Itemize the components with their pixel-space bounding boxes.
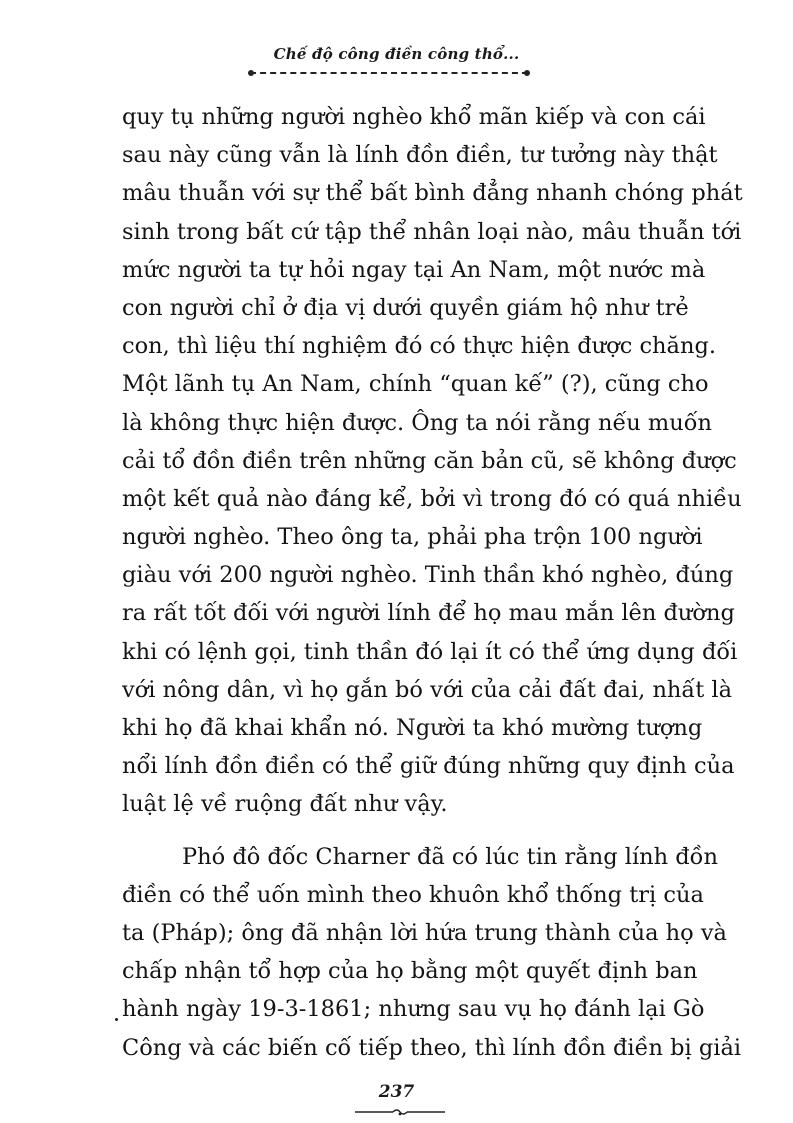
text-line: Một lãnh tụ An Nam, chính “quan kế” (?), cũng cho	[122, 371, 709, 398]
text-line: điền có thể uốn mình theo khuôn khổ thống trị của	[122, 881, 704, 908]
text-line: cải tổ đồn điền trên những căn bản cũ, sẽ không được	[122, 447, 737, 474]
text-line: chấp nhận tổ hợp của họ bằng một quyết định ban	[122, 958, 698, 985]
text-line: là không thực hiện được. Ông ta nói rằng nếu muốn	[122, 409, 713, 436]
text-line: một kết quả nào đáng kể, bởi vì trong đó có quá nhiều	[122, 485, 742, 512]
running-header	[0, 44, 793, 63]
running-title: Chế độ công điền công thổ...	[273, 45, 520, 63]
text-line: nổi lính đồn điền có thể giữ đúng những quy định của	[122, 753, 735, 780]
footer-ornament-icon	[355, 1108, 445, 1118]
text-line: mâu thuẫn với sự thể bất bình đẳng nhanh chóng phát	[122, 180, 743, 207]
paragraph-gap	[122, 824, 682, 838]
rule-dot-icon	[524, 70, 530, 76]
text-line: con người chỉ ở địa vị dưới quyền giám hộ như trẻ	[122, 294, 689, 321]
paragraph-1	[122, 98, 743, 824]
paragraph-2	[122, 838, 742, 1067]
text-line: ta (Pháp); ông đã nhận lời hứa trung thành của họ và	[122, 919, 727, 946]
text-line: khi họ đã khai khẩn nó. Người ta khó mường tượng	[122, 715, 703, 741]
text-line: khi có lệnh gọi, tinh thần đó lại ít có thể ứng dụng đối	[122, 638, 738, 665]
text-line: ra rất tốt đối với người lính để họ mau mắn lên đường	[122, 600, 735, 627]
header-rule-ornament	[250, 72, 528, 74]
text-line: Phó đô đốc Charner đã có lúc tin rằng lính đồn	[182, 843, 718, 870]
text-line: giàu với 200 người nghèo. Tinh thần khó nghèo, đúng	[122, 562, 734, 589]
text-line: luật lệ về ruộng đất như vậy.	[122, 791, 448, 818]
text-line: quy tụ những người nghèo khổ mãn kiếp và con cái	[122, 104, 706, 130]
text-line: sinh trong bất cứ tập thể nhân loại nào, mâu thuẫn tới	[122, 218, 742, 245]
text-line: con, thì liệu thí nghiệm đó có thực hiện được chăng.	[122, 333, 717, 360]
rule-dot-icon	[248, 70, 254, 76]
text-line: sau này cũng vẫn là lính đồn điền, tư tưởng này thật	[122, 142, 718, 169]
text-line: mức người ta tự hỏi ngay tại An Nam, một nước mà	[122, 256, 706, 283]
text-line: Công và các biến cố tiếp theo, thì lính đồn điền bị giải	[122, 1034, 742, 1061]
stray-print-mark	[115, 1018, 118, 1021]
text-line: hành ngày 19-3-1861; nhưng sau vụ họ đánh lại Gò	[122, 996, 705, 1023]
text-line: với nông dân, vì họ gắn bó với của cải đất đai, nhất là	[122, 676, 733, 703]
page-footer	[0, 1082, 793, 1102]
body-text	[122, 98, 743, 1067]
page-number: 237	[378, 1082, 415, 1102]
text-line: người nghèo. Theo ông ta, phải pha trộn 100 người	[122, 524, 703, 551]
